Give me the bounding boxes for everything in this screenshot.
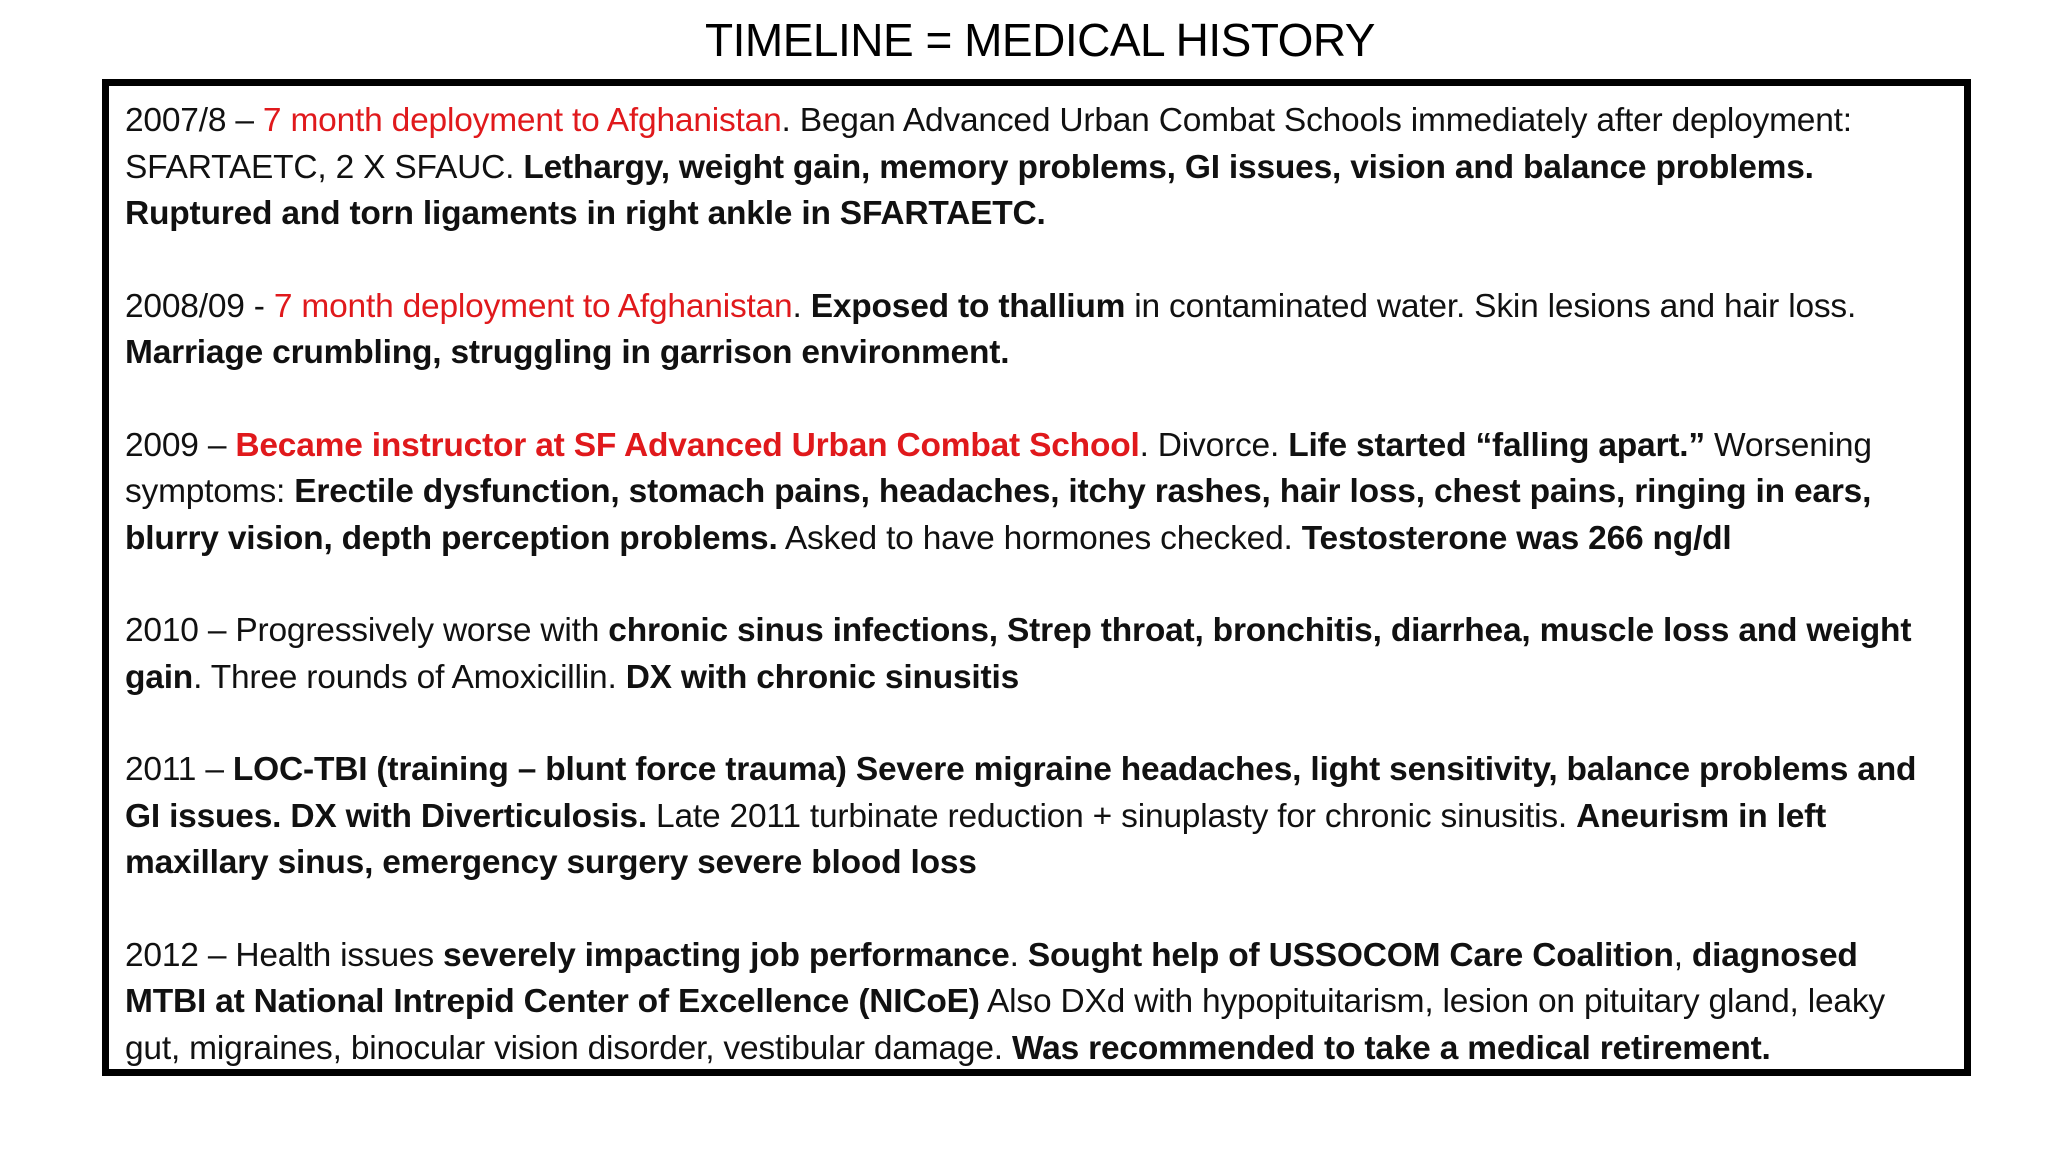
entry-text-segment: Life started “falling apart.”	[1288, 426, 1705, 464]
entry-text-segment: . Divorce.	[1139, 426, 1289, 464]
entry-text-segment: 7 month deployment to Afghanistan	[273, 287, 793, 325]
entry-text-segment: . Three rounds of Amoxicillin.	[193, 658, 626, 696]
entry-text-segment: severely impacting job performance	[442, 936, 1010, 974]
timeline-entry-2011	[125, 747, 1942, 887]
timeline-entry-2008-09	[125, 284, 1942, 377]
entry-text-segment: Aneurism in left maxillary sinus, emergency surgery severe blood loss	[125, 797, 1827, 881]
entry-text-segment: Was recommended to take a medical retirement.	[1011, 1029, 1771, 1067]
entry-text-segment: Lethargy, weight gain, memory problems, GI issues, vision and balance problems. Ruptured and torn ligaments in right ankle in SFARTAETC.	[125, 148, 1814, 232]
entry-text-segment: in contaminated water. Skin lesions and hair loss.	[1125, 287, 1857, 325]
entry-text-segment: Late 2011 turbinate reduction + sinuplasty for chronic sinusitis.	[646, 797, 1577, 835]
entry-text-segment: Marriage crumbling, struggling in garrison environment.	[125, 334, 1010, 371]
entry-text-segment: .	[1009, 936, 1028, 974]
entry-text-segment: 2009 –	[125, 426, 236, 464]
timeline-entry-2009	[125, 423, 1942, 563]
entry-text-segment: 2012 – Health issues	[125, 936, 443, 974]
entry-text-segment: Testosterone was 266 ng/dl	[1301, 519, 1732, 557]
entry-text-segment: 2007/8 –	[125, 102, 263, 139]
timeline-box	[102, 79, 1971, 1076]
entry-text-segment: Became instructor at SF Advanced Urban Combat School	[235, 426, 1140, 464]
entry-text-segment: .	[792, 287, 811, 325]
entry-text-segment: . Began Advanced Urban Combat Schools immediately after deployment: SFARTAETC, 2 X SFAUC.	[125, 102, 1852, 186]
entry-text-segment: Exposed to thallium	[810, 287, 1126, 325]
entry-text-segment: Erectile dysfunction, stomach pains, headaches, itchy rashes, hair loss, chest pains, ringing in ears, blurry vision, depth perception problems.	[125, 473, 1872, 557]
entry-text-segment: Also DXd with hypopituitarism, lesion on pituitary gland, leaky gut, migraines, binocular vision disorder, vestibular damage.	[125, 983, 1885, 1067]
entry-text-segment: Sought help of USSOCOM Care Coalition	[1027, 936, 1674, 974]
entry-text-segment: Asked to have hormones checked.	[777, 519, 1302, 557]
page-title: TIMELINE = MEDICAL HISTORY	[705, 14, 1375, 66]
timeline-entries	[125, 98, 1942, 1072]
timeline-entry-2010	[125, 608, 1942, 701]
entry-text-segment: ,	[1673, 936, 1692, 974]
entry-text-segment: Worsening symptoms:	[125, 426, 1872, 510]
entry-text-segment: LOC-TBI (training – blunt force trauma) Severe migraine headaches, light sensitivity, balance problems and GI issues. DX with Diverticulosis.	[125, 751, 1917, 835]
entry-text-segment: 2010 – Progressively worse with	[125, 612, 609, 649]
entry-text-segment: chronic sinus infections, Strep throat, bronchitis, diarrhea, muscle loss and weight gain	[125, 612, 1912, 696]
timeline-entry-2012	[125, 933, 1942, 1073]
entry-text-segment: 7 month deployment to Afghanistan	[262, 102, 782, 139]
entry-text-segment: diagnosed MTBI at National Intrepid Center of Excellence (NICoE)	[125, 936, 1858, 1020]
timeline-entry-2007-8	[125, 98, 1942, 238]
entry-text-segment: 2008/09 -	[125, 287, 274, 325]
entry-text-segment: 2011 –	[125, 751, 233, 788]
entry-text-segment: DX with chronic sinusitis	[625, 658, 1020, 696]
